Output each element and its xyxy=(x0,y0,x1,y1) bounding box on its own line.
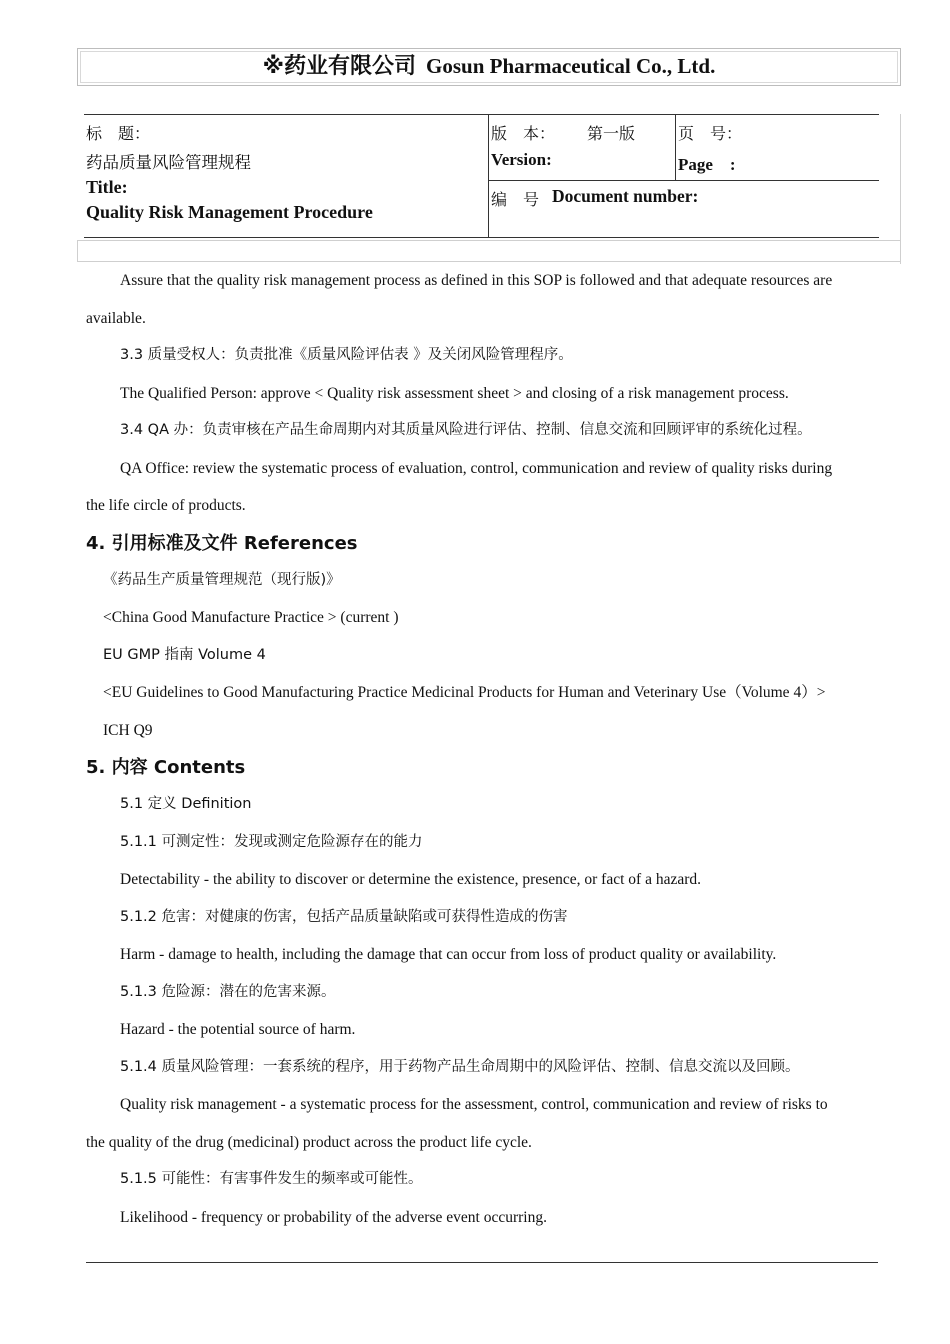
paragraph: available. xyxy=(86,309,146,327)
version-cell xyxy=(489,115,676,180)
paragraph: Assure that the quality risk management process as defined in this SOP is followed and that adequate resources are xyxy=(120,272,833,289)
definition-en: Likelihood - frequency or probability of the adverse event occurring. xyxy=(120,1208,547,1226)
footer-rule xyxy=(86,1262,878,1263)
section-3-3-en: The Qualified Person: approve < Quality risk assessment sheet > and closing of a risk management process. xyxy=(120,384,789,402)
reference-item: <China Good Manufacture Practice > (current ) xyxy=(103,609,399,626)
docnum-label-cn: 编 号 xyxy=(491,190,540,209)
definition-cn: 5.1.2 危害：对健康的伤害，包括产品质量缺陷或可获得性造成的伤害 xyxy=(120,908,568,925)
reference-item: <EU Guidelines to Good Manufacturing Practice Medicinal Products for Human and Veterinary Use（Volume 4）> xyxy=(103,684,826,701)
definition-en: Detectability - the ability to discover or determine the existence, presence, or fact of a hazard. xyxy=(120,871,701,888)
company-name xyxy=(78,49,900,80)
section-3-4-cn: 3.4 QA 办：负责审核在产品生命周期内对其质量风险进行评估、控制、信息交流和回顾评审的系统化过程。 xyxy=(120,422,812,438)
heading-contents: 5. 内容 Contents xyxy=(86,757,246,778)
page-label-en: Page : xyxy=(678,155,736,174)
definition-cn: 5.1.5 可能性：有害事件发生的频率或可能性。 xyxy=(120,1171,423,1187)
heading-references: 4. 引用标准及文件 References xyxy=(86,532,358,554)
definition-heading: 5.1 定义 Definition xyxy=(120,796,252,812)
version-label-en: Version: xyxy=(491,150,552,169)
section-3-4-en-cont: the life circle of products. xyxy=(86,497,246,514)
section-3-3-cn: 3.3 质量受权人：负责批准《质量风险评估表 》及关闭风险管理程序。 xyxy=(120,347,573,363)
definition-en: Hazard - the potential source of harm. xyxy=(120,1021,356,1038)
definition-en-cont: the quality of the drug (medicinal) product across the product life cycle. xyxy=(86,1133,532,1151)
section-3-4-en: QA Office: review the systematic process of evaluation, control, communication and review of quality risks during xyxy=(120,459,833,477)
document-header-table xyxy=(84,114,879,238)
reference-item: ICH Q9 xyxy=(103,721,153,739)
title-cn: 药品质量风险管理规程 xyxy=(86,153,251,172)
title-en: Quality Risk Management Procedure xyxy=(86,202,373,222)
company-name-en: Gosun Pharmaceutical Co., Ltd. xyxy=(426,54,716,78)
document-number-row xyxy=(489,181,879,238)
definition-en: Quality risk management - a systematic process for the assessment, control, communication and review of risks to xyxy=(120,1096,828,1113)
company-name-cn: ※药业有限公司 xyxy=(262,54,417,79)
definition-cn: 5.1.3 危险源：潜在的危害来源。 xyxy=(120,983,336,1000)
reference-item: 《药品生产质量管理规范（现行版)》 xyxy=(103,571,341,588)
document-body xyxy=(86,262,892,1236)
company-header xyxy=(77,48,901,86)
version-value: 第一版 xyxy=(587,124,636,143)
reference-item: EU GMP 指南 Volume 4 xyxy=(103,646,266,663)
title-label-en: Title: xyxy=(86,177,128,197)
version-label-cn: 版 本： xyxy=(491,124,556,143)
title-label-cn: 标 题： xyxy=(86,124,151,143)
definition-en: Harm - damage to health, including the damage that can occur from loss of product quality or availability. xyxy=(120,946,777,963)
header-spacer-box xyxy=(77,240,901,262)
definition-cn: 5.1.4 质量风险管理：一套系统的程序，用于药物产品生命周期中的风险评估、控制、信息交流以及回顾。 xyxy=(120,1058,800,1075)
definition-cn: 5.1.1 可测定性：发现或测定危险源存在的能力 xyxy=(120,833,423,850)
meta-top-row xyxy=(489,115,879,181)
title-cell xyxy=(84,115,489,237)
page-label-cn: 页 号： xyxy=(678,124,743,143)
docnum-label-en: Document number: xyxy=(552,186,699,206)
meta-cell xyxy=(489,115,879,237)
page-cell xyxy=(676,115,879,180)
